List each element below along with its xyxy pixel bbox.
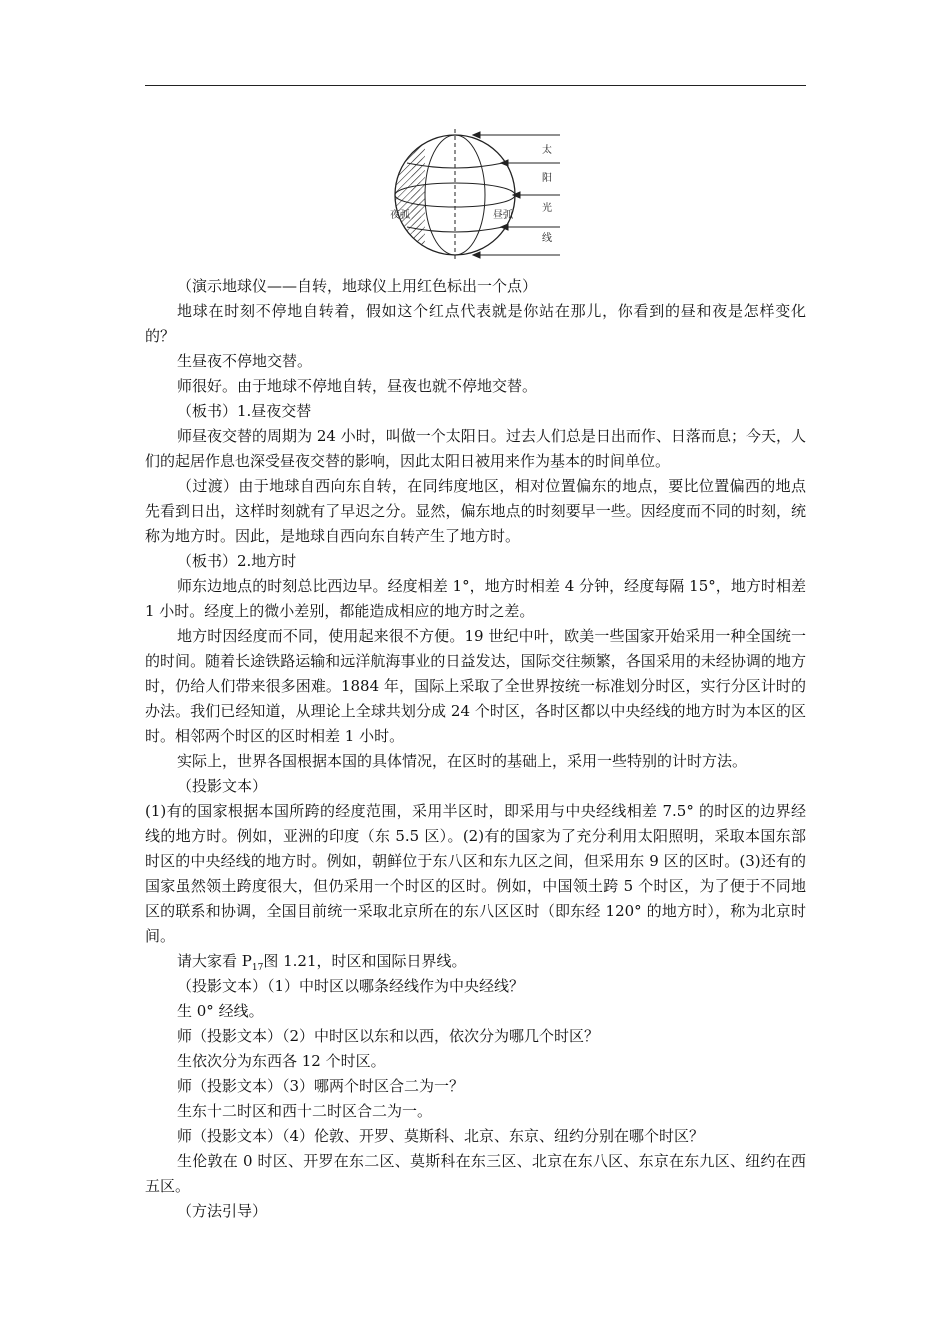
sunlight-char-1: 太	[542, 145, 552, 156]
paragraph: （方法引导）	[177, 1202, 268, 1220]
paragraph: （过渡）由于地球自西向东自转，在同纬度地区，相对位置偏东的地点，要比位置偏西的地点先看到日出，这样时刻就有了早迟之分。显然，偏东地点的时刻要早一些。因经度而不同的时刻，统称为地方时。因此，是地球自西向东自转产生了地方时。	[145, 477, 806, 545]
projection-heading: （投影文本）	[177, 777, 268, 795]
earth-day-night-diagram	[385, 125, 575, 265]
paragraph: 地球在时刻不停地自转着，假如这个红点代表就是你站在那儿，你看到的昼和夜是怎样变化的？	[145, 302, 806, 345]
figure-reference	[145, 949, 806, 974]
projection-text: (1)有的国家根据本国所跨的经度范围，采用半区时，即采用与中央经线相差 7.5° 的时区的边界经线的地方时。例如，亚洲的印度（东 5.5 区）。(2)有的国家为了充分利用太阳照明，采取本国东部时区的中央经线的地方时。例如，朝鲜位于东八区和东九区之间，但采用东 9 区的区时。(3)还有的国家虽然领土跨度很大，但仍采用一个时区的区时。例如，中国领土跨 5 个时区，为了便于不同地区的联系和协调，全国目前统一采取北京所在的东八区区时（即东经 120° 的地方时），称为北京时间。	[145, 802, 806, 945]
paragraph: 实际上，世界各国根据本国的具体情况，在区时的基础上，采用一些特别的计时方法。	[177, 752, 748, 770]
sunlight-char-4: 线	[542, 233, 552, 244]
header-rule	[145, 85, 806, 86]
night-shading	[393, 125, 485, 265]
sunlight-char-3: 光	[542, 203, 552, 214]
paragraph: 师昼夜交替的周期为 24 小时，叫做一个太阳日。过去人们总是日出而作、日落而息；今天，人们的起居作息也深受昼夜交替的影响，因此太阳日被用来作为基本的时间单位。	[145, 427, 806, 470]
paragraph: 师（投影文本）（2）中时区以东和以西，依次分为哪几个时区？	[177, 1027, 600, 1045]
paragraph: 生伦敦在 0 时区、开罗在东二区、莫斯科在东三区、北京在东八区、东京在东九区、纽约在西五区。	[145, 1152, 806, 1195]
night-arc-label: 夜弧	[390, 210, 410, 221]
board-heading: （板书）1.昼夜交替	[177, 402, 312, 420]
day-arc-label: 昼弧	[493, 210, 513, 221]
figure-reference-prefix: 请大家看 P	[177, 952, 252, 970]
paragraph: 地方时因经度而不同，使用起来很不方便。19 世纪中叶，欧美一些国家开始采用一种全国统一的时间。随着长途铁路运输和远洋航海事业的日益发达，国际交往频繁，各国采用的未经协调的地方时，仍给人们带来很多困难。1884 年，国际上采取了全世界按统一标准划分时区，实行分区计时的办法。我们已经知道，从理论上全球共划分成 24 个时区，各时区都以中央经线的地方时为本区的区时。相邻两个时区的区时相差 1 小时。	[145, 627, 806, 745]
paragraph: （演示地球仪——自转，地球仪上用红色标出一个点）	[177, 277, 538, 295]
paragraph: 师很好。由于地球不停地自转，昼夜也就不停地交替。	[177, 377, 538, 395]
paragraph: （投影文本）（1）中时区以哪条经线作为中央经线？	[177, 977, 525, 995]
paragraph: 师东边地点的时刻总比西边早。经度相差 1°，地方时相差 4 分钟，经度每隔 15°，地方时相差 1 小时。经度上的微小差别，都能造成相应的地方时之差。	[145, 577, 806, 620]
board-heading: （板书）2.地方时	[177, 552, 297, 570]
paragraph: 生 0° 经线。	[177, 1002, 264, 1020]
page-number: 17	[251, 963, 264, 973]
paragraph: 师（投影文本）（4）伦敦、开罗、莫斯科、北京、东京、纽约分别在哪个时区？	[177, 1127, 705, 1145]
paragraph: 师（投影文本）（3）哪两个时区合二为一？	[177, 1077, 465, 1095]
paragraph: 生昼夜不停地交替。	[177, 352, 313, 370]
paragraph: 生东十二时区和西十二时区合二为一。	[177, 1102, 433, 1120]
sunlight-char-2: 阳	[542, 173, 552, 184]
lesson-body	[145, 274, 806, 1224]
figure-reference-suffix: 图 1.21，时区和国际日界线。	[263, 952, 467, 970]
paragraph: 生依次分为东西各 12 个时区。	[177, 1052, 386, 1070]
